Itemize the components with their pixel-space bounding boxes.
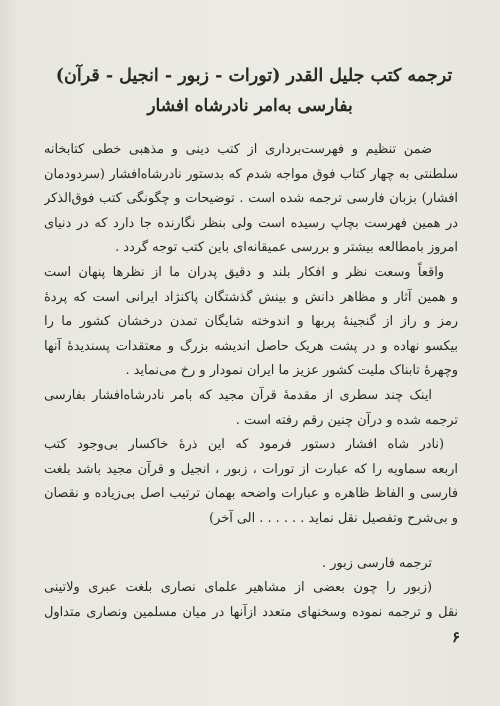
text-line: واقعاً وسعت نظر و افکار بلند و دقیق پدران ما از نظرها پنهان است	[44, 264, 444, 280]
text-line: وچهرهٔ تابناک ملیت کشور عزیز ما ایران نمودار و رخ می‌نماید .	[125, 363, 458, 379]
text-line: افشار) بزبان فارسی ترجمه شده است . توضیحات و چگونگی کتب فوق‌الذکر	[44, 191, 458, 207]
text-line: ترجمه شده و درآن چنین رقم رفته است .	[235, 412, 458, 428]
page-title: ترجمه کتب جلیل القدر (تورات - زبور - انجیل - قرآن)	[55, 66, 453, 86]
text-line: اربعه سماویه را که عبارت از تورات ، زبور ، انجیل و قرآن مجید باشد بلغت	[44, 461, 458, 477]
text-line: و بی‌شرح وتفصیل نقل نماید . . . . . . الی آخر)	[209, 510, 458, 526]
text-line: سلطنتی به چهار کتاب فوق مواجه شدم که بدستور نادرشاه‌افشار (سردودمان	[44, 166, 458, 182]
page-subtitle: بفارسی به‌امر نادرشاه افشار	[147, 96, 353, 116]
text-line: نقل و ترجمه نموده وسخنهای متعدد ازآنها در میان مسلمین ونصاری متداول	[44, 604, 458, 620]
text-line: در همین فهرست بچاپ رسیده است ولی بنظر نگارنده جا دارد که در دنیای	[44, 215, 458, 231]
text-line: امروز بامطالعه بیشتر و بررسی عمیقانه‌ای باین کتب توجه گردد .	[115, 240, 458, 256]
page-number: ۶	[452, 628, 461, 646]
text-line: و همین آثار و مظاهر دانش و بینش گذشتگان پاکنژاد ایرانی است که پردهٔ	[44, 289, 458, 305]
text-line: فارسی و الفاظ ظاهره و عبارات واضحه بهمان ترتیب اصل بی‌زیاده و نقصان	[44, 486, 458, 502]
text-line: رمز و راز از گنجینهٔ پربها و اندوخته شایگان تمدن درخشان کشور ما را	[44, 314, 458, 330]
text-line: ضمن تنظیم و فهرست‌برداری از کتب دینی و مذهبی خطی کتابخانه	[44, 142, 432, 157]
text-line: (نادر شاه افشار دستور فرمود که این ذرهٔ خاکسار بی‌وجود کتب	[44, 437, 444, 453]
body-text	[44, 138, 458, 625]
text-line: (زبور را چون بعضی از مشاهیر علمای نصاری بلغت عبری ولاتینی	[44, 580, 432, 596]
text-line: اینک چند سطری از مقدمهٔ قرآن مجید که بامر نادرشاه‌افشار بفارسی	[44, 387, 432, 403]
text-line: بیکسو نهاده و در پشت هریک حاصل اندیشه بزرگ و معتقدات پسندیدهٔ آنها	[44, 338, 458, 354]
text-line: ترجمه فارسی زبور .	[322, 555, 432, 571]
